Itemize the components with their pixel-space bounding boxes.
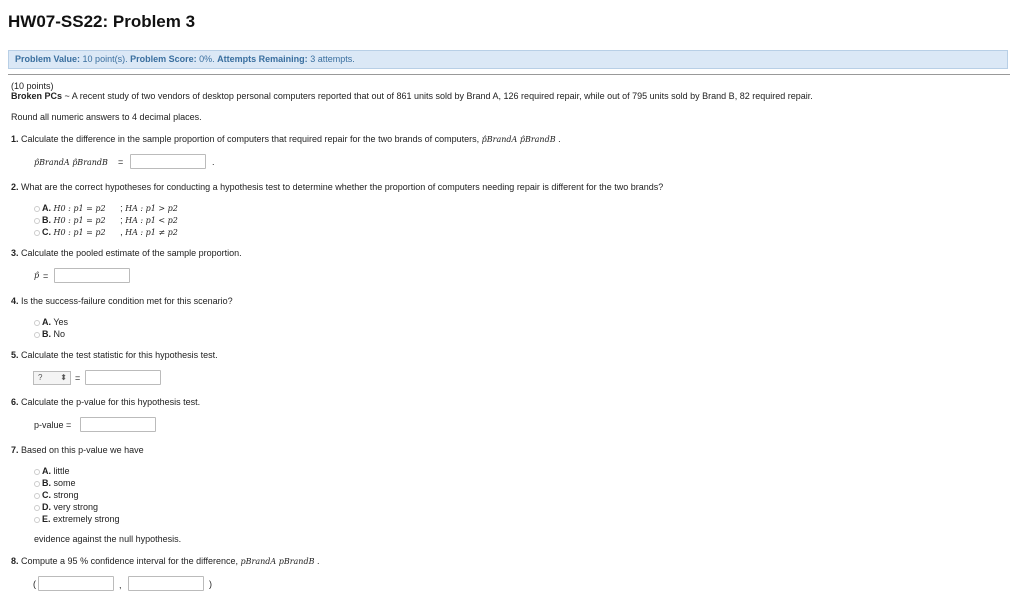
radio-button[interactable] — [34, 332, 40, 338]
radio-button[interactable] — [34, 218, 40, 224]
attempts-remaining: 3 attempts. — [310, 54, 355, 64]
question-7 — [11, 445, 144, 455]
evidence-option-d[interactable] — [34, 502, 98, 512]
option-text: strong — [53, 490, 79, 500]
question-number: 1. — [11, 134, 19, 144]
question-tail: . — [558, 134, 561, 144]
option-text: some — [53, 478, 76, 488]
evidence-option-b[interactable] — [34, 478, 76, 488]
problem-statement — [11, 91, 813, 101]
equals-sign: = — [43, 271, 49, 281]
option-text: very strong — [53, 502, 99, 512]
alt-hypothesis: HA : p1 < p2 — [125, 216, 178, 225]
condition-option-a[interactable] — [34, 317, 68, 327]
radio-button[interactable] — [34, 517, 40, 523]
answer-label: p̂ — [34, 271, 40, 280]
null-hypothesis: H0 : p1 = p2 — [53, 216, 106, 225]
condition-option-b[interactable] — [34, 329, 65, 339]
option-letter: B. — [42, 215, 51, 225]
question-number: 4. — [11, 296, 19, 306]
ci-lower-input[interactable] — [38, 576, 114, 591]
option-text: No — [53, 329, 66, 339]
evidence-suffix: evidence against the null hypothesis. — [34, 534, 182, 544]
page-title: HW07-SS22: Problem 3 — [8, 12, 196, 31]
radio-button[interactable] — [34, 493, 40, 499]
question-text: Based on this p-value we have — [21, 445, 144, 455]
select-arrow-icon: ⬍ — [60, 373, 67, 382]
option-text: little — [53, 466, 70, 476]
question-3 — [11, 248, 242, 258]
option-letter: A. — [42, 317, 51, 327]
p-value-label: p-value = — [34, 420, 72, 430]
question-tail: . — [316, 556, 320, 566]
hypothesis-option-c[interactable] — [34, 227, 178, 237]
option-letter: C. — [42, 490, 51, 500]
option-letter: A. — [42, 466, 51, 476]
option-letter: B. — [42, 478, 51, 488]
p-value-input[interactable] — [80, 417, 156, 432]
evidence-option-e[interactable] — [34, 514, 120, 524]
radio-button[interactable] — [34, 505, 40, 511]
comma: , — [119, 580, 122, 590]
problem-score: 0%. — [199, 54, 215, 64]
option-text: extremely strong — [53, 514, 120, 524]
question-number: 2. — [11, 182, 19, 192]
question-text: Compute a 95 % confidence interval for the difference, — [21, 556, 238, 566]
ci-upper-input[interactable] — [128, 576, 204, 591]
question-math: pBrandA pBrandB — [240, 557, 315, 566]
separator: ; — [120, 203, 123, 213]
question-2 — [11, 182, 663, 192]
points-label: (10 points) — [11, 81, 54, 91]
equals-sign: = — [75, 373, 81, 383]
question-number: 5. — [11, 350, 19, 360]
statistic-select[interactable] — [33, 371, 71, 385]
problem-score-label: Problem Score: — [130, 54, 197, 64]
problem-intro: ~ A recent study of two vendors of desktop personal computers reported that out of 861 units sold by Brand A, 126 required repair, while out of 795 units sold by Brand B, 82 required repair. — [62, 91, 813, 101]
open-paren: ( — [33, 579, 36, 589]
question-8 — [11, 556, 319, 566]
problem-value-label: Problem Value: — [15, 54, 81, 64]
question-5 — [11, 350, 218, 360]
question-number: 6. — [11, 397, 19, 407]
divider — [8, 74, 1010, 75]
option-letter: B. — [42, 329, 51, 339]
question-number: 8. — [11, 556, 19, 566]
separator: , — [120, 227, 123, 237]
hypothesis-option-b[interactable] — [34, 215, 178, 225]
evidence-option-c[interactable] — [34, 490, 79, 500]
problem-topic: Broken PCs — [11, 91, 63, 101]
select-value: ? — [38, 373, 43, 382]
equals-sign: = — [118, 157, 124, 167]
option-letter: A. — [42, 203, 51, 213]
trailing-period: . — [212, 157, 215, 167]
question-math: p̂BrandA p̂BrandB — [481, 135, 556, 144]
option-letter: C. — [42, 227, 51, 237]
question-text: What are the correct hypotheses for conducting a hypothesis test to determine whether the proportion of computers needing repair is different for the two brands? — [21, 182, 664, 192]
question-text: Calculate the p-value for this hypothesis test. — [21, 397, 201, 407]
radio-button[interactable] — [34, 206, 40, 212]
problem-info-bar — [8, 50, 1008, 69]
evidence-option-a[interactable] — [34, 466, 70, 476]
radio-button[interactable] — [34, 481, 40, 487]
question-text: Is the success-failure condition met for this scenario? — [21, 296, 233, 306]
pooled-proportion-input[interactable] — [54, 268, 130, 283]
answer-label: p̂BrandA p̂BrandB — [34, 158, 108, 167]
question-text: Calculate the pooled estimate of the sample proportion. — [21, 248, 242, 258]
question-text: Calculate the difference in the sample proportion of computers that required repair for the two brands of computers, — [21, 134, 480, 144]
problem-value: 10 point(s). — [82, 54, 128, 64]
question-text: Calculate the test statistic for this hypothesis test. — [21, 350, 218, 360]
hypothesis-option-a[interactable] — [34, 203, 178, 213]
question-6 — [11, 397, 200, 407]
difference-input[interactable] — [130, 154, 206, 169]
null-hypothesis: H0 : p1 = p2 — [53, 228, 106, 237]
radio-button[interactable] — [34, 320, 40, 326]
alt-hypothesis: HA : p1 ≠ p2 — [125, 228, 178, 237]
separator: ; — [120, 215, 123, 225]
question-number: 7. — [11, 445, 19, 455]
question-1 — [11, 134, 561, 144]
radio-button[interactable] — [34, 230, 40, 236]
question-number: 3. — [11, 248, 19, 258]
null-hypothesis: H0 : p1 = p2 — [53, 204, 106, 213]
close-paren: ) — [209, 579, 212, 589]
question-4 — [11, 296, 233, 306]
radio-button[interactable] — [34, 469, 40, 475]
alt-hypothesis: HA : p1 > p2 — [125, 204, 178, 213]
test-statistic-input[interactable] — [85, 370, 161, 385]
option-letter: E. — [42, 514, 51, 524]
option-letter: D. — [42, 502, 51, 512]
round-note: Round all numeric answers to 4 decimal places. — [11, 112, 202, 122]
option-text: Yes — [53, 317, 69, 327]
attempts-label: Attempts Remaining: — [217, 54, 308, 64]
